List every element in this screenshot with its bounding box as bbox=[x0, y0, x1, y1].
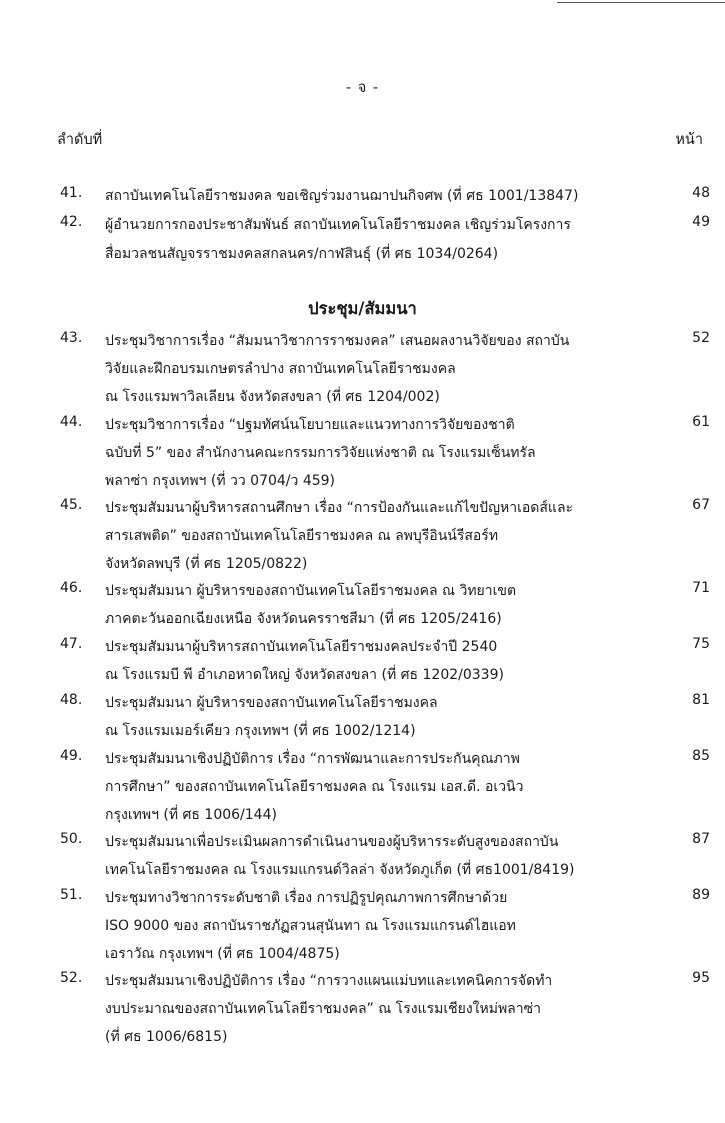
page-label: - จ - bbox=[345, 80, 380, 96]
entry-number: 42. bbox=[60, 214, 83, 230]
entry-page-number: 75 bbox=[692, 636, 710, 652]
entry-text: ประชุมสัมมนาผู้บริหารสถาบันเทคโนโลยีราชมงคลประจำปี 2540 bbox=[105, 639, 498, 655]
entry-text: ประชุมสัมมนาเพื่อประเมินผลการดำเนินงานของผู้บริหารระดับสูงของสถาบัน bbox=[105, 834, 559, 850]
entry-number: 43. bbox=[60, 330, 83, 346]
entry-text: ณ โรงแรมพาวิลเลียน จังหวัดสงขลา (ที่ ศธ 1204/002) bbox=[105, 389, 440, 405]
entry-text: ณ โรงแรมเมอร์เคียว กรุงเทพฯ (ที่ ศธ 1002/1214) bbox=[105, 723, 416, 739]
entry-text: ประชุมสัมมนา ผู้บริหารของสถาบันเทคโนโลยีราชมงคล bbox=[105, 695, 438, 711]
entry-number: 44. bbox=[60, 414, 83, 430]
entry-text: ISO 9000 ของ สถาบันราชภัฏสวนสุนันทา ณ โรงแรมแกรนด์ไฮแอท bbox=[105, 918, 516, 934]
top-rule bbox=[557, 2, 725, 3]
entry-text: ณ โรงแรมบี พี อำเภอหาดใหญ่ จังหวัดสงขลา (ที่ ศธ 1202/0339) bbox=[105, 667, 504, 683]
entry-page-number: 89 bbox=[692, 887, 710, 903]
entry-page-number: 87 bbox=[692, 831, 710, 847]
entry-text: ประชุมทางวิชาการระดับชาติ เรื่อง การปฏิรูปคุณภาพการศึกษาด้วย bbox=[105, 890, 508, 906]
entry-text: ฉบับที่ 5” ของ สำนักงานคณะกรรมการวิจัยแห่งชาติ ณ โรงแรมเซ็นทรัล bbox=[105, 445, 536, 461]
entry-text: สารเสพติด” ของสถาบันเทคโนโลยีราชมงคล ณ ลพบุรีอินน์รีสอร์ท bbox=[105, 528, 499, 544]
entry-text: ประชุมวิชาการเรื่อง “สัมมนาวิชาการราชมงคล” เสนอผลงานวิจัยของ สถาบัน bbox=[105, 333, 570, 349]
entry-number: 50. bbox=[60, 831, 83, 847]
entry-number: 47. bbox=[60, 636, 83, 652]
entry-page-number: 61 bbox=[692, 414, 710, 430]
entry-text: ประชุมสัมมนาผู้บริหารสถานศึกษา เรื่อง “การป้องกันและแก้ไขปัญหาเอดส์และ bbox=[105, 500, 574, 516]
entry-page-number: 95 bbox=[692, 970, 710, 986]
entry-page-number: 67 bbox=[692, 497, 710, 513]
entry-text: ประชุมสัมมนาเชิงปฏิบัติการ เรื่อง “การวางแผนแม่บทและเทคนิคการจัดทำ bbox=[105, 973, 553, 989]
entry-text: ประชุมสัมมนาเชิงปฏิบัติการ เรื่อง “การพัฒนาและการประกันคุณภาพ bbox=[105, 751, 520, 767]
entry-page-number: 71 bbox=[692, 580, 710, 596]
entry-text: ผู้อำนวยการกองประชาสัมพันธ์ สถาบันเทคโนโลยีราชมงคล เชิญร่วมโครงการ bbox=[105, 217, 571, 233]
entry-number: 45. bbox=[60, 497, 83, 513]
entry-number: 48. bbox=[60, 692, 83, 708]
entry-text: วิจัยและฝึกอบรมเกษตรลำปาง สถาบันเทคโนโลยีราชมงคล bbox=[105, 361, 456, 377]
entry-page-number: 49 bbox=[692, 214, 710, 230]
entry-text: ภาคตะวันออกเฉียงเหนือ จังหวัดนครราชสีมา (ที่ ศธ 1205/2416) bbox=[105, 611, 502, 627]
entry-page-number: 81 bbox=[692, 692, 710, 708]
entry-number: 46. bbox=[60, 580, 83, 596]
entry-text: พลาซ่า กรุงเทพฯ (ที่ วว 0704/ว 459) bbox=[105, 473, 336, 489]
entry-text: (ที่ ศธ 1006/6815) bbox=[105, 1029, 228, 1045]
entry-text: จังหวัดลพบุรี (ที่ ศธ 1205/0822) bbox=[105, 556, 308, 572]
entry-text: สื่อมวลชนสัญจรราชมงคลสกลนคร/กาฬสินธุ์ (ที่ ศธ 1034/0264) bbox=[105, 246, 499, 262]
entry-text: สถาบันเทคโนโลยีราชมงคล ขอเชิญร่วมงานฌาปนกิจศพ (ที่ ศธ 1001/13847) bbox=[105, 188, 579, 204]
entry-page-number: 85 bbox=[692, 748, 710, 764]
column-header-order: ลำดับที่ bbox=[57, 132, 103, 148]
entry-page-number: 48 bbox=[692, 185, 710, 201]
entry-text: กรุงเทพฯ (ที่ ศธ 1006/144) bbox=[105, 807, 277, 823]
column-header-page: หน้า bbox=[675, 132, 703, 148]
entry-number: 52. bbox=[60, 970, 83, 986]
entry-number: 51. bbox=[60, 887, 83, 903]
entry-text: ประชุมสัมมนา ผู้บริหารของสถาบันเทคโนโลยีราชมงคล ณ วิทยาเขต bbox=[105, 583, 517, 599]
entry-number: 49. bbox=[60, 748, 83, 764]
section-title: ประชุม/สัมมนา bbox=[308, 299, 417, 318]
entry-number: 41. bbox=[60, 185, 83, 201]
entry-text: การศึกษา” ของสถาบันเทคโนโลยีราชมงคล ณ โรงแรม เอส.ดี. อเวนิว bbox=[105, 779, 524, 795]
entry-text: เทคโนโลยีราชมงคล ณ โรงแรมแกรนด์วิลล่า จังหวัดภูเก็ต (ที่ ศธ1001/8419) bbox=[105, 862, 575, 878]
entry-text: งบประมาณของสถาบันเทคโนโลยีราชมงคล” ณ โรงแรมเชียงใหม่พลาซ่า bbox=[105, 1001, 541, 1017]
entry-text: ประชุมวิชาการเรื่อง “ปฐมทัศน์นโยบายและแนวทางการวิจัยของชาติ bbox=[105, 417, 515, 433]
entry-text: เอราวัณ กรุงเทพฯ (ที่ ศธ 1004/4875) bbox=[105, 946, 340, 962]
entry-page-number: 52 bbox=[692, 330, 710, 346]
